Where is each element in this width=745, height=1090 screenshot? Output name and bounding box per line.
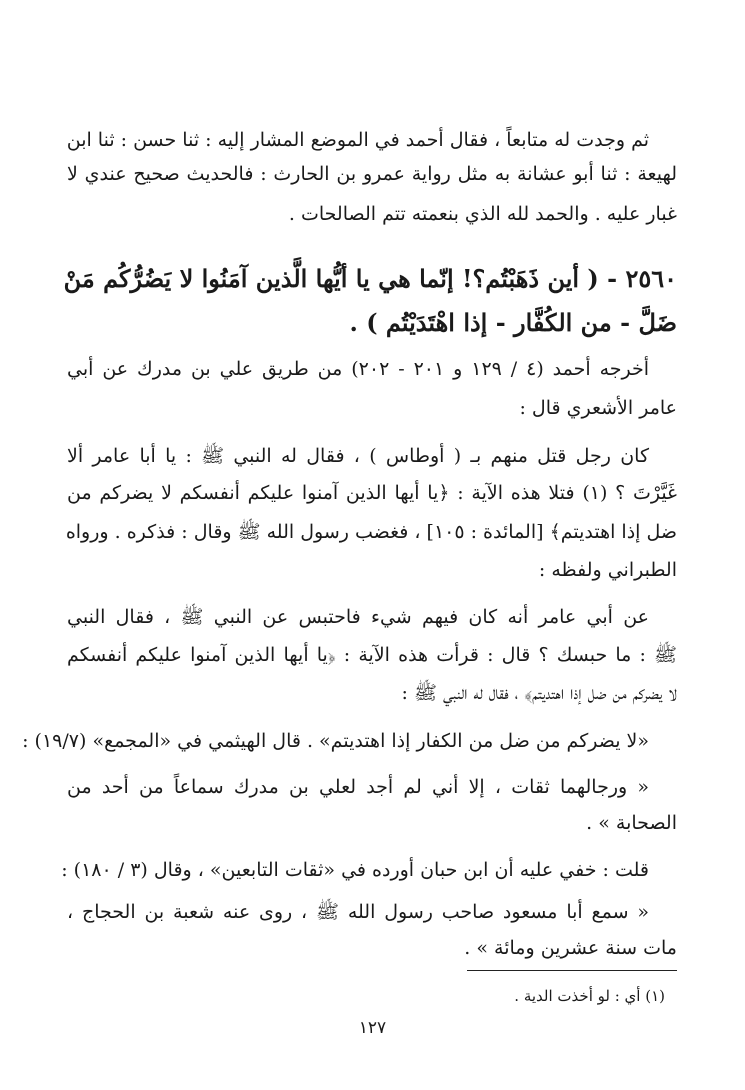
paragraph-5-line-1: «لا يضركم من ضل من الكفار إذا اهتديتم» . قال الهيثمي في «المجمع» (١٩/٧) : [22,730,649,752]
hadith-heading-line-2: ضَلَّ - من الكُفَّار - إذا اهْتَدَيْتُم ) . [349,308,677,337]
hadith-heading-line-1: ٢٥٦٠ - ( أين ذَهَبْتُم؟! إنّما هي يا أيُّها الَّذين آمَنُوا لا يَضُرُّكُم مَنْ [63,264,677,293]
paragraph-1-line-1: ثم وجدت له متابعاً ، فقال أحمد في الموضع المشار إليه : ثنا حسن : ثنا ابن [66,129,649,151]
footnote: (١) أي : لو أخذت الدية . [514,987,665,1005]
paragraph-6-line-2: الصحابة » . [586,812,677,834]
paragraph-7-line-3: مات سنة عشرين ومائة » . [464,937,677,959]
paragraph-1-line-3: غبار عليه . والحمد لله الذي بنعمته تتم الصالحات . [288,203,677,225]
paragraph-2-line-1: أخرجه أحمد (٤ / ١٢٩ و ٢٠١ - ٢٠٢) من طريق علي بن مدرك عن أبي [67,358,650,380]
page-number: ١٢٧ [358,1018,387,1038]
footnote-divider [467,970,677,971]
paragraph-3-line-1: كان رجل قتل منهم بـ ( أوطاس ) ، فقال له النبي ﷺ : يا أبا عامر ألا [67,445,649,467]
paragraph-4-line-1: عن أبي عامر أنه كان فيهم شيء فاحتبس عن النبي ﷺ ، فقال النبي [67,606,649,628]
paragraph-3-line-2: غَيَّرْتَ ؟ (١) فتلا هذه الآية : ﴿يا أيها الذين آمنوا عليكم أنفسكم لا يضركم من [67,482,677,504]
paragraph-1-line-2: لهيعة : ثنا أبو عشانة به مثل رواية عمرو بن الحارث : فالحديث صحيح عندي لا [67,163,677,185]
paragraph-4-line-3: لا يضركم من ضل إذا اهتديتم﴾ ، فقال له النبي ﷺ : [401,682,677,704]
paragraph-2-line-2: عامر الأشعري قال : [519,397,677,419]
paragraph-6-line-1: « ورجالهما ثقات ، إلا أني لم أجد لعلي بن مدرك سماعاً من أحد من [67,776,649,798]
paragraph-3-line-4: الطبراني ولفظه : [538,559,677,581]
paragraph-7-line-2: « سمع أبا مسعود صاحب رسول الله ﷺ ، روى عنه شعبة بن الحجاج ، [67,901,649,923]
paragraph-4-line-2: ﷺ : ما حبسك ؟ قال : قرأت هذه الآية : ﴿يا أيها الذين آمنوا عليكم أنفسكم [67,644,677,666]
paragraph-7-line-1: قلت : خفي عليه أن ابن حبان أورده في «ثقات التابعين» ، وقال (٣ / ١٨٠) : [61,859,649,881]
paragraph-3-line-3: ضل إذا اهتديتم﴾ [المائدة : ١٠٥] ، فغضب رسول الله ﷺ وقال : فذكره . ورواه [65,521,677,543]
